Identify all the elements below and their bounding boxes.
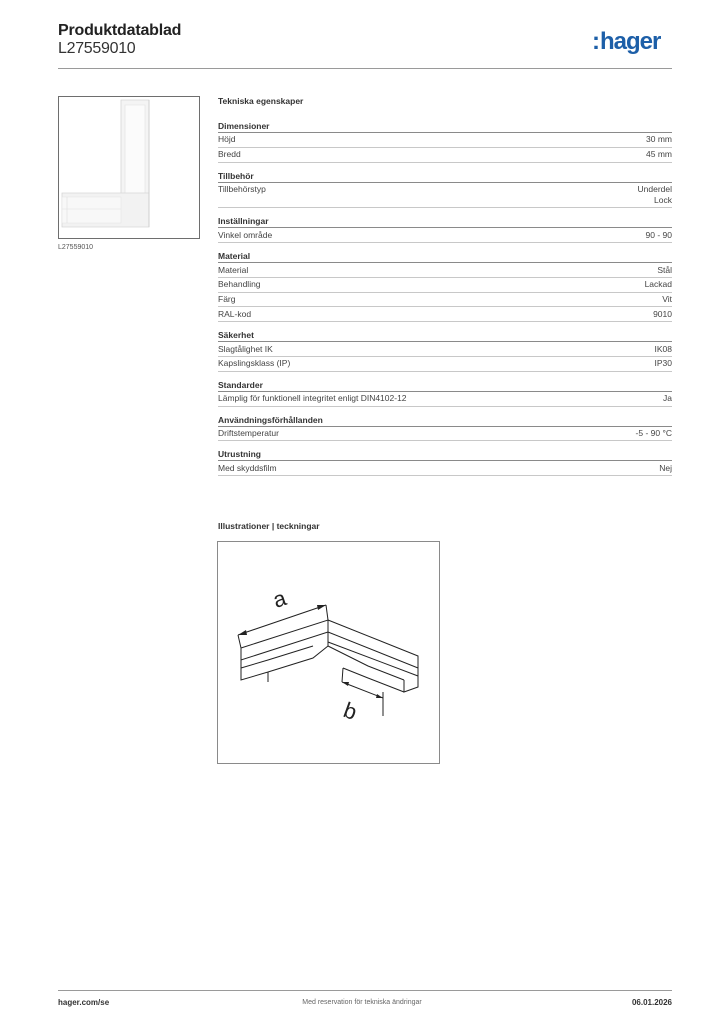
- specs-heading: Tekniska egenskaper: [218, 96, 304, 106]
- spec-value: Vit: [662, 294, 672, 305]
- spec-label: Driftstemperatur: [218, 427, 279, 438]
- illustrations-title: Illustrationer | teckningar: [218, 521, 320, 531]
- spec-value-group: [638, 184, 673, 206]
- spec-label: Med skyddsfilm: [218, 462, 277, 473]
- spec-value: Stål: [657, 264, 672, 275]
- dimension-label-a: a: [269, 585, 290, 613]
- spec-row: [218, 263, 672, 278]
- spec-value-group: [655, 358, 673, 369]
- spec-row: [218, 427, 672, 442]
- corner-piece-render-icon: [59, 97, 199, 238]
- spec-value: Nej: [659, 462, 672, 473]
- spec-row: [218, 293, 672, 308]
- spec-section-title: Användningsförhållanden: [218, 415, 672, 427]
- dimension-label-b: b: [340, 697, 361, 725]
- spec-row: [218, 392, 672, 407]
- spec-row: [218, 133, 672, 148]
- spec-sections: [218, 121, 672, 476]
- spec-section-title: Material: [218, 251, 672, 263]
- spec-row: [218, 357, 672, 372]
- spec-value-secondary: Lock: [654, 194, 672, 205]
- spec-row: [218, 461, 672, 476]
- logo-dots: :: [592, 28, 599, 55]
- spec-label: Kapslingsklass (IP): [218, 358, 291, 369]
- spec-value-group: [646, 230, 672, 241]
- spec-label: Slagtålighet IK: [218, 343, 273, 354]
- logo-word: hager: [600, 28, 661, 55]
- spec-value-group: [657, 265, 672, 276]
- spec-value: IP30: [654, 358, 672, 369]
- footer-date: 06.01.2026: [631, 998, 672, 1007]
- technical-specs: [218, 96, 672, 476]
- spec-value-group: [636, 428, 672, 439]
- spec-value-group: [646, 149, 672, 160]
- spec-label: Behandling: [218, 279, 261, 290]
- spec-label: Material: [218, 264, 249, 275]
- spec-value: -5 - 90 °C: [635, 427, 672, 438]
- product-image: [58, 96, 200, 239]
- spec-value: IK08: [654, 343, 672, 354]
- spec-row: [218, 148, 672, 163]
- spec-row: [218, 342, 672, 357]
- spec-row: [218, 307, 672, 322]
- spec-value: 30 mm: [646, 134, 672, 145]
- product-code: L27559010: [58, 40, 136, 57]
- spec-value: 9010: [653, 308, 672, 319]
- spec-value-group: [663, 393, 672, 404]
- spec-section-title: Tillbehör: [218, 171, 672, 183]
- spec-section-title: Säkerhet: [218, 330, 672, 342]
- spec-label: Höjd: [218, 134, 236, 145]
- spec-label: Lämplig för funktionell integritet enligt DIN4102-12: [218, 393, 407, 404]
- spec-value: Lackad: [644, 279, 672, 290]
- spec-label: RAL-kod: [218, 308, 252, 319]
- header-divider: [58, 68, 672, 69]
- dimension-drawing-icon: [218, 542, 439, 763]
- footer-note: Med reservation för tekniska ändringar: [302, 999, 422, 1006]
- spec-label: Bredd: [218, 149, 241, 160]
- spec-value-group: [662, 294, 672, 305]
- spec-row: [218, 228, 672, 243]
- spec-value-group: [645, 279, 672, 290]
- spec-row: [218, 183, 672, 209]
- dimension-drawing: [217, 541, 440, 764]
- image-caption: L27559010: [58, 244, 94, 251]
- spec-value-group: [659, 463, 672, 474]
- footer-website[interactable]: hager.com/se: [58, 998, 110, 1007]
- spec-label: Vinkel område: [218, 229, 273, 240]
- spec-section-title: Utrustning: [218, 449, 672, 461]
- spec-label: Tillbehörstyp: [218, 183, 266, 194]
- spec-value: Underdel: [637, 183, 672, 194]
- spec-value-group: [646, 134, 672, 145]
- spec-value-group: [653, 309, 672, 320]
- spec-value-group: [655, 344, 673, 355]
- hager-logo: [592, 28, 660, 56]
- footer-divider: [58, 990, 672, 991]
- document-title: Produktdatablad: [58, 22, 182, 39]
- spec-section-title: Dimensioner: [218, 121, 672, 133]
- spec-section-title: Standarder: [218, 380, 672, 392]
- spec-row: [218, 278, 672, 293]
- spec-value: 45 mm: [646, 149, 672, 160]
- spec-section-title: Inställningar: [218, 216, 672, 228]
- spec-label: Färg: [218, 294, 236, 305]
- spec-value: 90 - 90: [645, 229, 672, 240]
- spec-value: Ja: [663, 393, 672, 404]
